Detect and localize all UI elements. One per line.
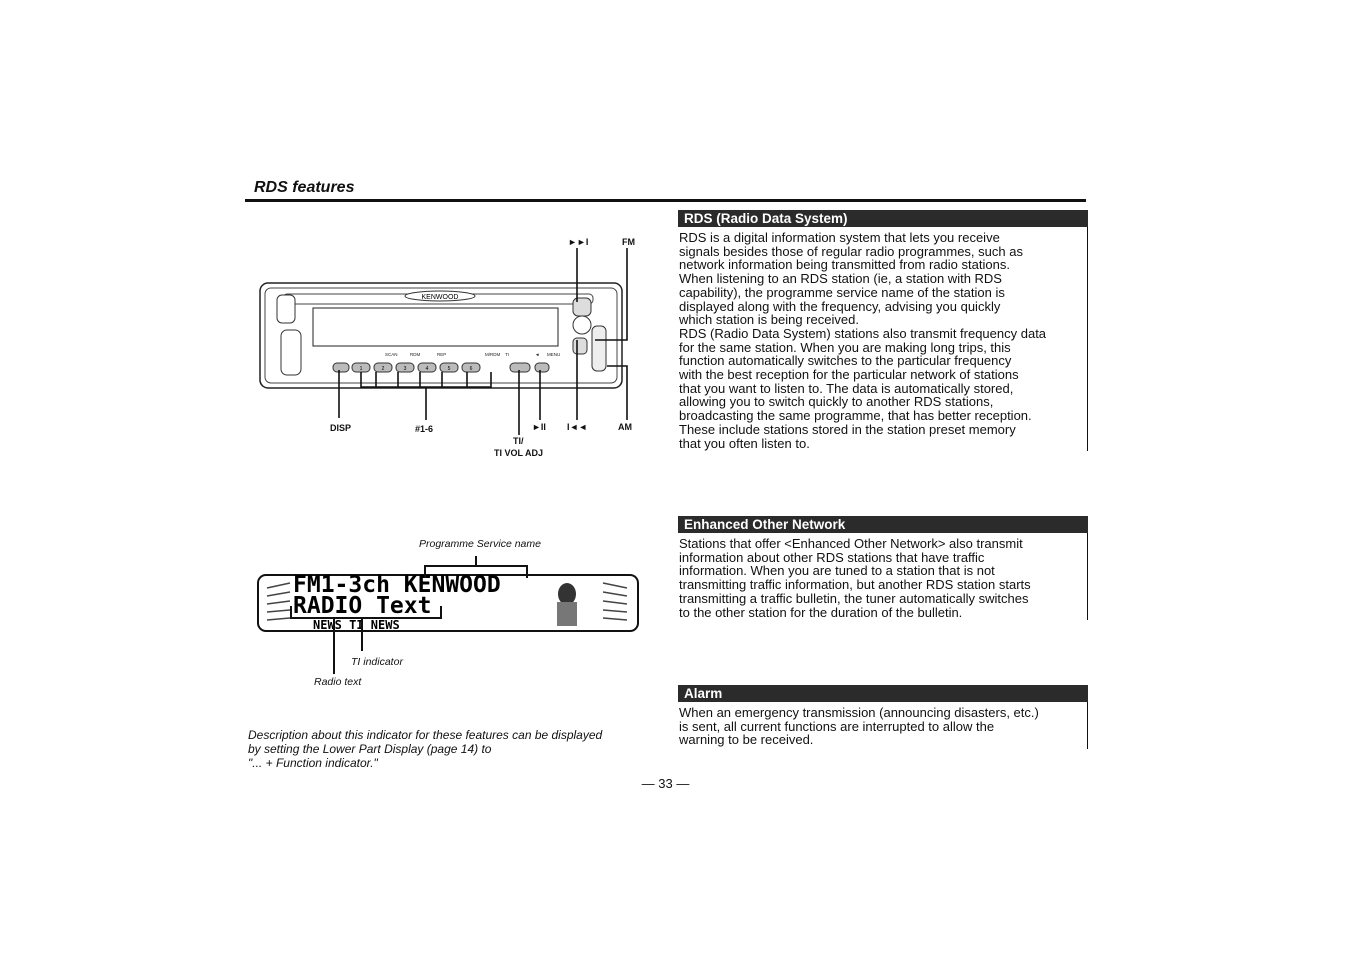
preset-button-label-4: 4 xyxy=(425,366,429,372)
ps-name-label: Programme Service name xyxy=(419,538,541,550)
next-label: ►►I xyxy=(568,237,589,247)
am-label: AM xyxy=(618,422,632,432)
preset-button-label-3: 3 xyxy=(403,366,407,372)
radio-text-label: Radio text xyxy=(314,676,362,688)
strip-label-scan: SCAN xyxy=(385,352,398,357)
presets-label: #1-6 xyxy=(415,424,434,434)
strip-label-mrdm: M/RDM xyxy=(485,352,501,357)
display-description: Description about this indicator for these features can be displayed by setting the Lower Part Display (page 14) to "... + Function indicator." xyxy=(248,728,603,770)
strip-label-rdm: RDM xyxy=(410,352,421,357)
prev-label: I◄◄ xyxy=(567,422,588,432)
section-heading-eon: Enhanced Other Network xyxy=(678,516,1088,533)
display-line1: FM1-3ch KENWOOD xyxy=(293,572,501,598)
disp-label: DISP xyxy=(330,423,352,433)
strip-label-prev: ◄ xyxy=(535,352,540,357)
section-rule-rds xyxy=(1087,227,1088,451)
section-heading-rds: RDS (Radio Data System) xyxy=(678,210,1088,227)
ti-indicator-label: TI indicator xyxy=(351,656,403,668)
section-body-alarm: When an emergency transmission (announcing disasters, etc.) is sent, all current functions are interrupted to allow the warning to be received. xyxy=(679,705,1039,748)
strip-label-menu: MENU xyxy=(547,352,561,357)
faceplate-illustration xyxy=(255,230,655,465)
section-heading-alarm: Alarm xyxy=(678,685,1088,702)
display-line3: NEWS TI NEWS xyxy=(313,618,400,632)
preset-button-label-6: 6 xyxy=(469,366,473,372)
section-body-rds: RDS is a digital information system that lets you receive signals besides those of regular radio programmes, such as network information being transmitted from radio stations. When listening to an RDS station (ie, a station with RDS capability), the programme service name of the station is displayed along with the frequency, advising you quickly which station is being received. RDS (Radio Data System) stations also transmit frequency data for the same station. When you are making long trips, this function automatically switches to the particular frequency with the best reception for the particular network of stations that you want to listen to. The data is automatically stored, allowing you to switch quickly to another RDS stations, broadcasting the same programme, that has better reception. These include stations stored in the station preset memory that you often listen to. xyxy=(679,230,1047,451)
play-pause-label: ►II xyxy=(532,422,546,432)
section-body-eon: Stations that offer <Enhanced Other Network> also transmit information about other RDS stations that have traffic information. When you are tuned to a station that is not transmitting traffic information, but another RDS station starts transmitting a traffic bulletin, the tuner automatically switches to the other station for the duration of the bulletin. xyxy=(679,536,1031,620)
page-number: — 33 — xyxy=(641,776,690,791)
preset-button-label-1: 1 xyxy=(359,366,363,372)
title-rule xyxy=(245,199,1086,202)
strip-label-ti: TI xyxy=(505,352,509,357)
fm-label: FM xyxy=(622,237,635,247)
display-line2: RADIO Text xyxy=(293,593,432,619)
section-rule-alarm xyxy=(1087,702,1088,749)
ti-vol-label: TI VOL ADJ xyxy=(494,448,544,458)
ti-label: TI/ xyxy=(513,436,524,446)
section-rule-eon xyxy=(1087,533,1088,620)
brand-logo: KENWOOD xyxy=(421,294,459,301)
strip-label-rep: REP xyxy=(437,352,447,357)
preset-button-label-2: 2 xyxy=(381,366,385,372)
preset-button-label-5: 5 xyxy=(447,366,451,372)
page-title: RDS features xyxy=(254,179,355,196)
display-illustration xyxy=(255,556,645,691)
